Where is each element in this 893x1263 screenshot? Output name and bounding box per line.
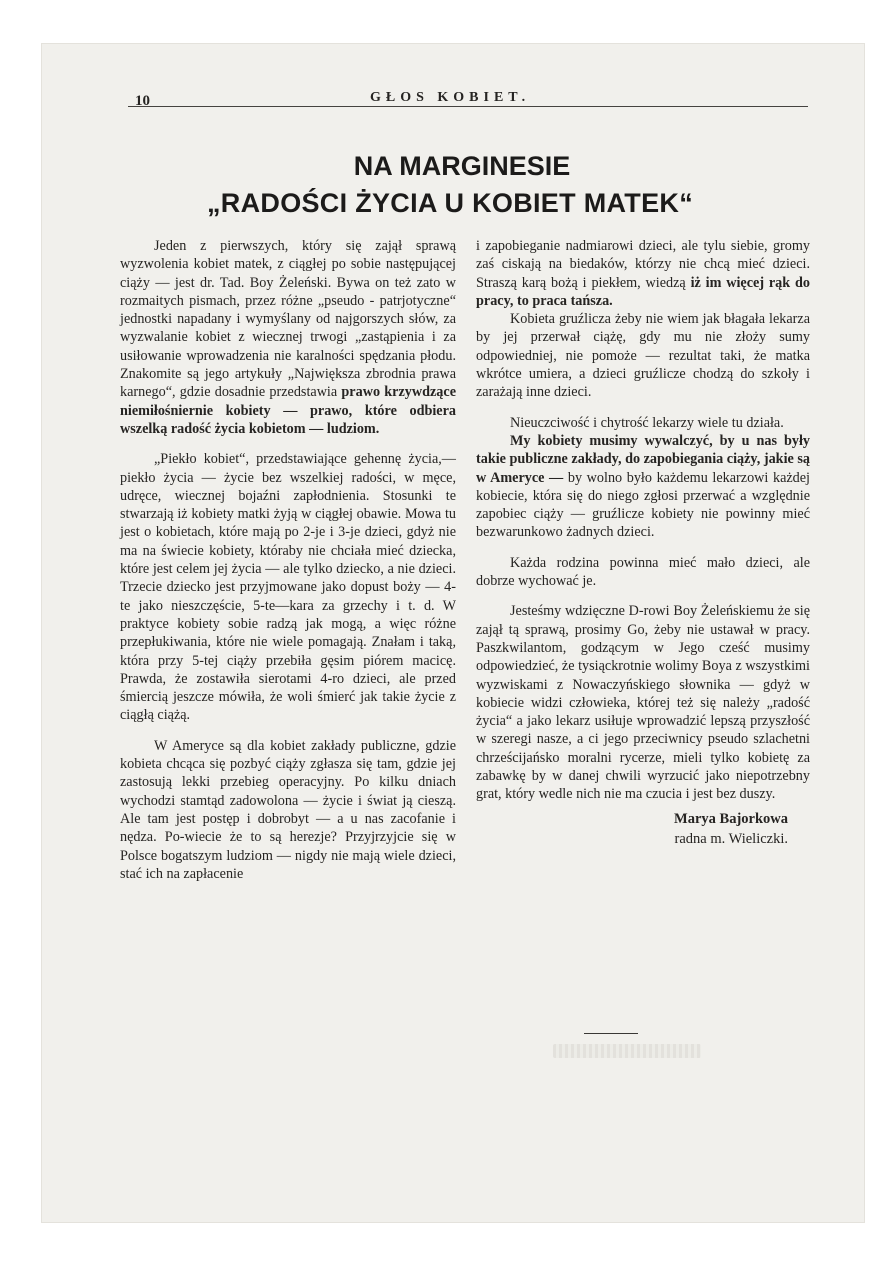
article-title [180,148,720,222]
paragraph: Każda rodzina powinna mieć mało dzieci, ale dobrze wychować je. [476,554,810,590]
paragraph-bold-text: My kobiety musimy wywalczyć, by u nas były takie publiczne zakłady, do zapobiegania ciąży, jakie są w Ameryce — [476,432,810,486]
paragraph-bold-text: prawo krzywdzące niemiłośniernie kobiety — prawo, które odbiera wszelką radość życia kobietom — ludziom. [120,384,456,437]
paragraph: Jesteśmy wdzięczne D-rowi Boy Żeleńskiemu że się zajął tą sprawą, prosimy Go, żeby nie ustawał w pracy. Paszkwilantom, godzącym w Jego cześć musimy odpowiedzieć, że tysiąckrotnie wolimy Boya z wszystkimi wyzwiskami z Nowaczyńskiego słownika — gdyż w kobiecie widzi człowieka, której też się należy „radość życia“ a jako lekarz usiłuje wprowadzić lepszą przyszłość w szeregi nasze, a ci jego przeciwnicy pseudo szlachetni chrześcijańsko moralni rycerze, mieli tylko kobietę za zabawkę by w danej chwili wyrzucić jako niepotrzebny grat, który wedle nich nie ma czucia i jest bez duszy. [476,603,810,803]
paragraph [476,432,810,542]
author-role: radna m. Wieliczki. [674,830,788,847]
right-column [476,237,810,848]
page-number: 10 [135,93,150,109]
paragraph-text: by wolno było każdemu lekarzowi każdej kobiecie, która się do niego zgłosi przerwać a względnie zapobiec ciąży — gruźlicze kobiety nie powinny mieć bezwarunkowo żadnych dzieci. [476,469,810,541]
signature [476,810,810,849]
paragraph [476,237,810,310]
paragraph-text: i zapobieganie nadmiarowi dzieci, ale tylu siebie, gromy zaś ciskają na biedaków, którzy nie chcą mieć dzieci. Straszą karą bożą i piekłem, wiedzą [476,238,810,291]
print-smudge [553,1044,701,1058]
end-rule [584,1033,638,1034]
header-rule [128,106,808,107]
paragraph: Nieuczciwość i chytrość lekarzy wiele tu działa. [510,414,784,431]
paragraph-text: Jeden z pierwszych, który się zajął sprawą wyzwolenia kobiet matek, z ciągłej po sobie następującej ciąży — jest dr. Tad. Boy Żeleński. Bywa on też zato w rozmaitych pismach, przez różne „pseudo - patrjotyczne“ jednostki napadany i wymyślany od najgorszych słów, za wyzwalanie kobiet z wiecznej trwogi „zastąpienia i za usiłowanie wprowadzenia nie karalności spędzania płodu. Znakomite są jego artykuły „Największa zbrodnia prawa karnego“, gdzie dosadnie przedstawia [120,238,456,401]
left-column [120,237,456,883]
paragraph: „Piekło kobiet“, przedstawiające gehennę życia,— piekło życia — życie bez wszelkiej radości, w męce, udręce, wiecznej bojaźni zapłodnienia. Stosunki te stwarzają iż kobiety matki żyją w ciągłej obawie. Mowa tu jest o kobietach, które mają po 2-je i 3-je dzieci, gdyż nie ma na świecie kobiety, któraby nie chciała mieć dziecka, które jest celem jej życia — ale tylko dziecko, a nie dzieci. Trzecie dziecko jest przyjmowane jako dopust boży — 4-te jako nieszczęście, 5-te—kara za grzechy i t. d. W praktyce kobiety sobie radzą jak mogą, a więc różne przepłukiwania, które nie wiele pomagają. Znałam i taką, która przy 5-tej ciąży przebiła gęsim piórem macicę. Prawda, że zostawiła sierotami 4-ro dzieci, ale przed śmiercią jeszcze mówiła, że woli śmierć jak takie życie z ciągłą ciążą. [120,451,456,724]
paragraph: W Ameryce są dla kobiet zakłady publiczne, gdzie kobieta chcąca się pozbyć ciąży zgłasza się tam, gdzie jej zastosują lekki przebieg operacyjny. Po kilku dniach wychodzi stamtąd zadowolona — życie i świat ją cieszą. Ale tam jest postęp i dobrobyt — a u nas zacofanie i nędza. Po-wiecie że to są herezje? Przyjrzyjcie się w Polsce bogatszym ludziom — nigdy nie mają wiele dzieci, stać ich na zapłacenie [120,737,456,882]
article-title-line-1: NA MARGINESIE [353,151,571,181]
running-title: GŁOS KOBIET. [370,90,531,105]
paragraph [120,237,456,438]
author-name: Marya Bajorkowa [674,810,788,827]
paragraph-bold-text: iż im więcej rąk do pracy, to praca tańsza. [476,274,810,309]
paragraph: Kobieta gruźlicza żeby nie wiem jak błagała lekarza by jej przerwał ciążę, gdy mu nie złoży sumy odpowiedniej, nie pomoże — rezultat taki, że matka wkrótce umiera, a dzieci gruźlicze chodzą do szkoły i zarażają inne dzieci. [476,311,810,401]
article-title-line-2: „RADOŚCI ŻYCIA U KOBIET MATEK“ [207,188,693,218]
